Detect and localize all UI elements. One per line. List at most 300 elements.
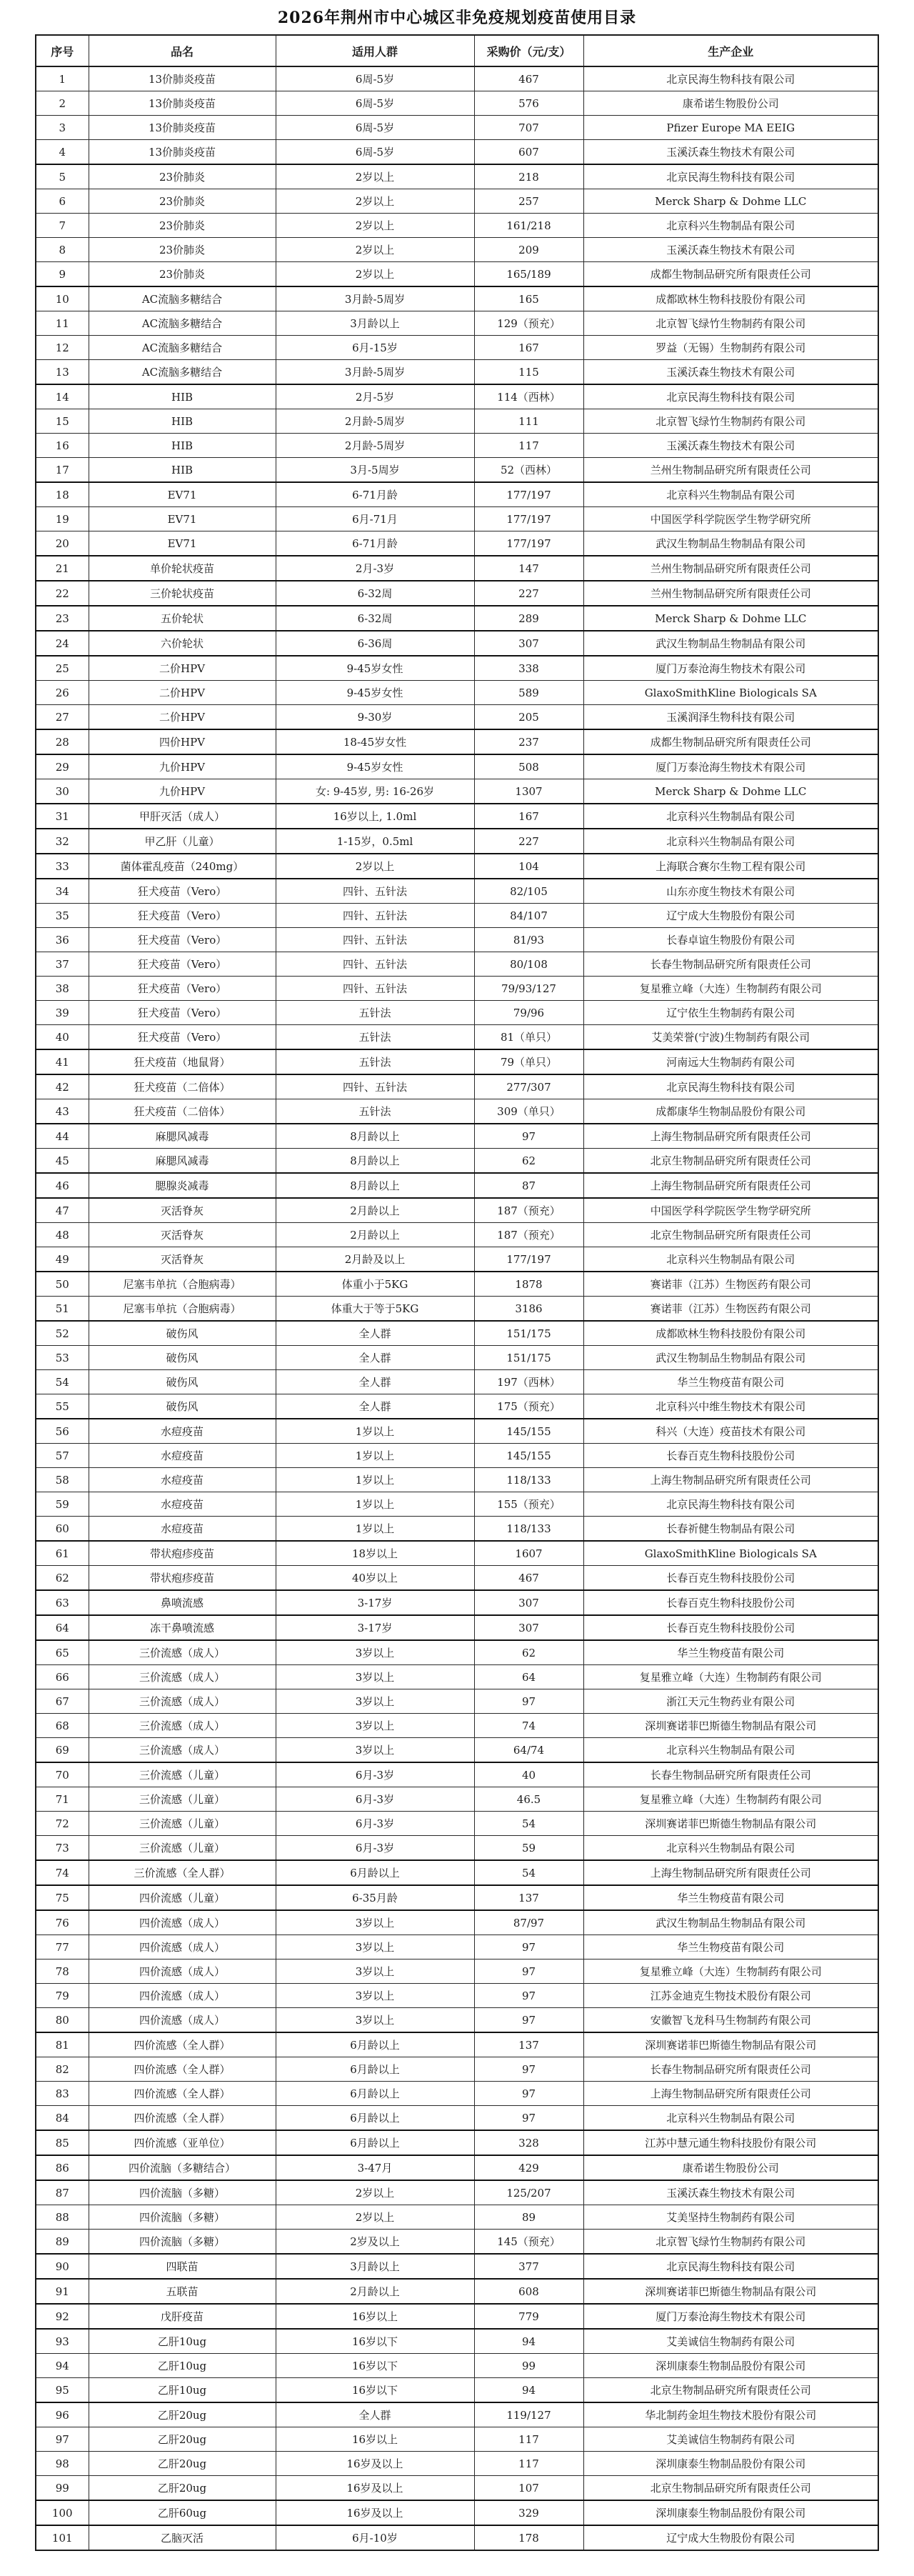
cell-population: 3岁以上 (276, 1910, 474, 1935)
table-row (36, 779, 878, 804)
cell-index: 75 (36, 1885, 89, 1910)
cell-manufacturer: 北京科兴生物制品有限公司 (583, 1247, 878, 1272)
cell-population: 2岁及以上 (276, 2230, 474, 2255)
cell-manufacturer: 浙江天元生物药业有限公司 (583, 1689, 878, 1714)
cell-population: 1岁以上 (276, 1444, 474, 1468)
cell-population: 体重大于等于5KG (276, 1297, 474, 1322)
cell-product-name: 冻干鼻喷流感 (89, 1615, 276, 1640)
cell-product-name: 腮腺炎减毒 (89, 1173, 276, 1198)
cell-product-name: 甲乙肝（儿童） (89, 829, 276, 854)
cell-index: 91 (36, 2279, 89, 2304)
cell-price: 151/175 (474, 1321, 583, 1346)
cell-price: 94 (474, 2378, 583, 2403)
cell-manufacturer: GlaxoSmithKline Biologicals SA (583, 1541, 878, 1566)
cell-product-name: 乙肝20ug (89, 2452, 276, 2476)
cell-index: 83 (36, 2082, 89, 2106)
cell-manufacturer: 康希诺生物股份公司 (583, 2155, 878, 2180)
cell-product-name: AC流脑多糖结合 (89, 360, 276, 385)
table-row (36, 729, 878, 754)
cell-manufacturer: 艾美诚信生物制药有限公司 (583, 2329, 878, 2354)
cell-product-name: 三价流感（儿童） (89, 1787, 276, 1812)
cell-product-name: EV71 (89, 507, 276, 531)
cell-product-name: 四价流感（成人） (89, 1960, 276, 1984)
table-row (36, 705, 878, 730)
table-row (36, 952, 878, 977)
cell-product-name: 三价流感（成人） (89, 1689, 276, 1714)
table-row (36, 116, 878, 140)
cell-product-name: 13价肺炎疫苗 (89, 140, 276, 165)
cell-manufacturer: 上海生物制品研究所有限责任公司 (583, 1860, 878, 1885)
cell-product-name: 四价流脑（多糖） (89, 2205, 276, 2230)
cell-product-name: 四价流感（成人） (89, 1984, 276, 2008)
cell-manufacturer: 上海生物制品研究所有限责任公司 (583, 1124, 878, 1149)
cell-product-name: 四价流感（全人群） (89, 2057, 276, 2082)
cell-price: 87 (474, 1173, 583, 1198)
cell-product-name: 破伤风 (89, 1346, 276, 1370)
cell-manufacturer: 中国医学科学院医学生物学研究所 (583, 1198, 878, 1223)
cell-index: 34 (36, 879, 89, 904)
cell-index: 90 (36, 2254, 89, 2279)
cell-population: 9-45岁女性 (276, 681, 474, 705)
cell-population: 9-45岁女性 (276, 656, 474, 681)
cell-price: 94 (474, 2329, 583, 2354)
cell-manufacturer: 江苏中慧元通生物科技股份有限公司 (583, 2130, 878, 2155)
cell-price: 107 (474, 2476, 583, 2501)
cell-price: 54 (474, 1812, 583, 1836)
cell-index: 71 (36, 1787, 89, 1812)
cell-population: 3月龄-5周岁 (276, 360, 474, 385)
cell-manufacturer: 厦门万泰沧海生物技术有限公司 (583, 2304, 878, 2329)
cell-index: 66 (36, 1665, 89, 1689)
cell-price: 205 (474, 705, 583, 730)
table-row (36, 1297, 878, 1322)
cell-index: 69 (36, 1738, 89, 1763)
cell-product-name: 六价轮状 (89, 631, 276, 656)
cell-price: 117 (474, 2452, 583, 2476)
cell-price: 137 (474, 1885, 583, 1910)
cell-product-name: 狂犬疫苗（二倍体） (89, 1099, 276, 1124)
cell-price: 79（单只） (474, 1049, 583, 1074)
cell-price: 329 (474, 2500, 583, 2525)
cell-manufacturer: 兰州生物制品研究所有限责任公司 (583, 458, 878, 483)
cell-product-name: 狂犬疫苗（Vero） (89, 1025, 276, 1050)
cell-population: 2月龄以上 (276, 1223, 474, 1247)
table-row (36, 311, 878, 336)
cell-population: 6月-71月 (276, 507, 474, 531)
cell-product-name: 狂犬疫苗（地鼠肾） (89, 1049, 276, 1074)
cell-price: 155（预充） (474, 1492, 583, 1517)
cell-price: 62 (474, 1149, 583, 1174)
cell-price: 197（西林） (474, 1370, 583, 1394)
cell-product-name: 五联苗 (89, 2279, 276, 2304)
cell-price: 289 (474, 606, 583, 631)
cell-index: 95 (36, 2378, 89, 2403)
cell-product-name: HIB (89, 409, 276, 434)
table-row (36, 2130, 878, 2155)
cell-index: 9 (36, 262, 89, 287)
cell-index: 26 (36, 681, 89, 705)
cell-population: 6月-15岁 (276, 336, 474, 360)
table-row (36, 1860, 878, 1885)
cell-population: 16岁以上 (276, 2304, 474, 2329)
cell-index: 31 (36, 804, 89, 829)
cell-index: 52 (36, 1321, 89, 1346)
cell-index: 45 (36, 1149, 89, 1174)
cell-product-name: 单价轮状疫苗 (89, 556, 276, 581)
cell-index: 25 (36, 656, 89, 681)
table-row (36, 214, 878, 238)
table-row (36, 1960, 878, 1984)
cell-population: 四针、五针法 (276, 904, 474, 928)
table-row (36, 140, 878, 165)
cell-population: 2岁以上 (276, 262, 474, 287)
table-row (36, 434, 878, 458)
table-row (36, 656, 878, 681)
cell-product-name: 四价HPV (89, 729, 276, 754)
table-row (36, 2057, 878, 2082)
cell-price: 3186 (474, 1297, 583, 1322)
cell-product-name: 麻腮风减毒 (89, 1124, 276, 1149)
cell-price: 147 (474, 556, 583, 581)
cell-manufacturer: 武汉生物制品生物制品有限公司 (583, 1346, 878, 1370)
cell-product-name: 狂犬疫苗（Vero） (89, 1001, 276, 1025)
cell-population: 3岁以上 (276, 1738, 474, 1763)
cell-product-name: 九价HPV (89, 779, 276, 804)
cell-product-name: 三价流感（儿童） (89, 1762, 276, 1787)
cell-index: 58 (36, 1468, 89, 1492)
cell-population: 6-71月龄 (276, 482, 474, 507)
cell-population: 16岁及以上 (276, 2476, 474, 2501)
cell-population: 1岁以上 (276, 1517, 474, 1542)
cell-population: 3月龄以上 (276, 311, 474, 336)
cell-price: 97 (474, 1960, 583, 1984)
cell-product-name: 菌体霍乱疫苗（240mg） (89, 854, 276, 879)
cell-price: 97 (474, 2008, 583, 2033)
cell-index: 93 (36, 2329, 89, 2354)
cell-product-name: 鼻喷流感 (89, 1590, 276, 1615)
table-row (36, 1492, 878, 1517)
table-row (36, 1541, 878, 1566)
cell-manufacturer: 北京生物制品研究所有限责任公司 (583, 2476, 878, 2501)
cell-population: 16岁以下 (276, 2378, 474, 2403)
cell-manufacturer: 长春百克生物科技股份公司 (583, 1566, 878, 1591)
cell-population: 3-17岁 (276, 1615, 474, 1640)
cell-index: 19 (36, 507, 89, 531)
page-title: 2026年荆州市中心城区非免疫规划疫苗使用目录 (277, 9, 637, 27)
cell-index: 79 (36, 1984, 89, 2008)
cell-population: 6月龄以上 (276, 2082, 474, 2106)
cell-index: 60 (36, 1517, 89, 1542)
cell-manufacturer: 辽宁成大生物股份有限公司 (583, 2525, 878, 2550)
table-row (36, 458, 878, 483)
cell-price: 87/97 (474, 1910, 583, 1935)
cell-population: 6-36周 (276, 631, 474, 656)
cell-manufacturer: 中国医学科学院医学生物学研究所 (583, 507, 878, 531)
cell-index: 43 (36, 1099, 89, 1124)
cell-manufacturer: 武汉生物制品生物制品有限公司 (583, 1910, 878, 1935)
cell-index: 32 (36, 829, 89, 854)
cell-index: 21 (36, 556, 89, 581)
cell-price: 118/133 (474, 1468, 583, 1492)
cell-population: 2岁以上 (276, 164, 474, 189)
cell-index: 101 (36, 2525, 89, 2550)
table-row (36, 2452, 878, 2476)
cell-index: 85 (36, 2130, 89, 2155)
cell-manufacturer: 厦门万泰沧海生物技术有限公司 (583, 656, 878, 681)
cell-manufacturer: 北京民海生物科技有限公司 (583, 384, 878, 409)
cell-population: 女: 9-45岁, 男: 16-26岁 (276, 779, 474, 804)
cell-index: 5 (36, 164, 89, 189)
cell-index: 16 (36, 434, 89, 458)
cell-product-name: 二价HPV (89, 681, 276, 705)
cell-manufacturer: 兰州生物制品研究所有限责任公司 (583, 556, 878, 581)
cell-manufacturer: 厦门万泰沧海生物技术有限公司 (583, 754, 878, 779)
table-row (36, 66, 878, 91)
header-cell-product-name: 品名 (89, 35, 276, 66)
cell-product-name: HIB (89, 458, 276, 483)
cell-manufacturer: 玉溪沃森生物技术有限公司 (583, 140, 878, 165)
table-row (36, 1762, 878, 1787)
table-row (36, 1714, 878, 1738)
cell-manufacturer: 玉溪沃森生物技术有限公司 (583, 2180, 878, 2205)
cell-product-name: AC流脑多糖结合 (89, 336, 276, 360)
table-row (36, 2106, 878, 2131)
cell-product-name: 乙肝20ug (89, 2427, 276, 2452)
cell-manufacturer: 北京民海生物科技有限公司 (583, 1492, 878, 1517)
table-row (36, 2205, 878, 2230)
cell-product-name: 23价肺炎 (89, 238, 276, 262)
table-row (36, 904, 878, 928)
cell-manufacturer: 华兰生物疫苗有限公司 (583, 1935, 878, 1960)
table-row (36, 1346, 878, 1370)
cell-product-name: HIB (89, 384, 276, 409)
cell-population: 2月龄及以上 (276, 1247, 474, 1272)
cell-index: 41 (36, 1049, 89, 1074)
table-row (36, 164, 878, 189)
table-row (36, 754, 878, 779)
cell-population: 2月龄-5周岁 (276, 409, 474, 434)
cell-index: 30 (36, 779, 89, 804)
cell-price: 46.5 (474, 1787, 583, 1812)
cell-index: 98 (36, 2452, 89, 2476)
cell-manufacturer: Merck Sharp & Dohme LLC (583, 189, 878, 214)
cell-product-name: 九价HPV (89, 754, 276, 779)
cell-index: 96 (36, 2402, 89, 2427)
cell-population: 体重小于5KG (276, 1272, 474, 1297)
cell-price: 145（预充） (474, 2230, 583, 2255)
cell-manufacturer: 辽宁依生生物制药有限公司 (583, 1001, 878, 1025)
cell-product-name: 四联苗 (89, 2254, 276, 2279)
cell-manufacturer: 复星雅立峰（大连）生物制药有限公司 (583, 1665, 878, 1689)
cell-product-name: 戊肝疫苗 (89, 2304, 276, 2329)
cell-product-name: 尼塞韦单抗（合胞病毒） (89, 1297, 276, 1322)
cell-population: 9-45岁女性 (276, 754, 474, 779)
table-row (36, 581, 878, 606)
cell-price: 145/155 (474, 1419, 583, 1444)
cell-price: 97 (474, 1935, 583, 1960)
cell-price: 74 (474, 1714, 583, 1738)
cell-index: 29 (36, 754, 89, 779)
cell-manufacturer: 北京科兴中维生物技术有限公司 (583, 1394, 878, 1419)
cell-price: 307 (474, 1615, 583, 1640)
cell-price: 54 (474, 1860, 583, 1885)
cell-price: 125/207 (474, 2180, 583, 2205)
table-row (36, 1394, 878, 1419)
cell-population: 16岁以上, 1.0ml (276, 804, 474, 829)
table-row (36, 879, 878, 904)
cell-manufacturer: 科兴（大连）疫苗技术有限公司 (583, 1419, 878, 1444)
cell-index: 44 (36, 1124, 89, 1149)
cell-manufacturer: 北京民海生物科技有限公司 (583, 2254, 878, 2279)
table-row (36, 1590, 878, 1615)
cell-price: 111 (474, 409, 583, 434)
cell-price: 328 (474, 2130, 583, 2155)
cell-product-name: AC流脑多糖结合 (89, 286, 276, 311)
table-row (36, 2230, 878, 2255)
cell-product-name: 四价流感（成人） (89, 2008, 276, 2033)
cell-population: 6-71月龄 (276, 531, 474, 556)
cell-price: 1878 (474, 1272, 583, 1297)
table-row (36, 238, 878, 262)
cell-manufacturer: 北京智飞绿竹生物制药有限公司 (583, 2230, 878, 2255)
table-row (36, 1321, 878, 1346)
cell-product-name: 狂犬疫苗（Vero） (89, 879, 276, 904)
vaccine-table-body (36, 66, 878, 2550)
cell-product-name: 三价流感（全人群） (89, 1860, 276, 1885)
cell-population: 6周-5岁 (276, 116, 474, 140)
header-cell-price: 采购价（元/支） (474, 35, 583, 66)
cell-index: 68 (36, 1714, 89, 1738)
cell-index: 54 (36, 1370, 89, 1394)
header-cell-population: 适用人群 (276, 35, 474, 66)
cell-price: 707 (474, 116, 583, 140)
cell-population: 全人群 (276, 2402, 474, 2427)
cell-product-name: 13价肺炎疫苗 (89, 91, 276, 116)
cell-price: 89 (474, 2205, 583, 2230)
table-row (36, 360, 878, 385)
cell-population: 四针、五针法 (276, 952, 474, 977)
cell-product-name: 四价流脑（多糖） (89, 2230, 276, 2255)
cell-index: 80 (36, 2008, 89, 2033)
cell-price: 64 (474, 1665, 583, 1689)
cell-population: 6周-5岁 (276, 66, 474, 91)
cell-population: 6周-5岁 (276, 140, 474, 165)
cell-index: 36 (36, 928, 89, 952)
cell-index: 56 (36, 1419, 89, 1444)
cell-population: 3月-5周岁 (276, 458, 474, 483)
cell-index: 63 (36, 1590, 89, 1615)
cell-price: 52（西林） (474, 458, 583, 483)
cell-population: 四针、五针法 (276, 879, 474, 904)
cell-product-name: EV71 (89, 531, 276, 556)
table-row (36, 1787, 878, 1812)
cell-manufacturer: 康希诺生物股份公司 (583, 91, 878, 116)
cell-price: 377 (474, 2254, 583, 2279)
cell-product-name: 带状疱疹疫苗 (89, 1541, 276, 1566)
cell-price: 118/133 (474, 1517, 583, 1542)
cell-manufacturer: 成都康华生物制品股份有限公司 (583, 1099, 878, 1124)
cell-price: 307 (474, 631, 583, 656)
table-row (36, 1272, 878, 1297)
cell-product-name: 乙肝60ug (89, 2500, 276, 2525)
cell-population: 五针法 (276, 1025, 474, 1050)
cell-product-name: AC流脑多糖结合 (89, 311, 276, 336)
cell-index: 100 (36, 2500, 89, 2525)
cell-population: 6月龄以上 (276, 2130, 474, 2155)
cell-index: 37 (36, 952, 89, 977)
table-row (36, 1124, 878, 1149)
cell-manufacturer: 北京生物制品研究所有限责任公司 (583, 2378, 878, 2403)
cell-manufacturer: 长春生物制品研究所有限责任公司 (583, 1762, 878, 1787)
cell-price: 117 (474, 2427, 583, 2452)
cell-index: 4 (36, 140, 89, 165)
cell-product-name: 三价流感（成人） (89, 1665, 276, 1689)
table-row (36, 91, 878, 116)
cell-index: 6 (36, 189, 89, 214)
table-row (36, 681, 878, 705)
cell-manufacturer: 罗益（无锡）生物制药有限公司 (583, 336, 878, 360)
cell-price: 467 (474, 66, 583, 91)
table-row (36, 1885, 878, 1910)
cell-index: 99 (36, 2476, 89, 2501)
cell-population: 2岁以上 (276, 238, 474, 262)
cell-product-name: 狂犬疫苗（二倍体） (89, 1074, 276, 1099)
cell-population: 四针、五针法 (276, 977, 474, 1001)
cell-index: 70 (36, 1762, 89, 1787)
cell-product-name: 四价流感（儿童） (89, 1885, 276, 1910)
cell-manufacturer: 北京生物制品研究所有限责任公司 (583, 1223, 878, 1247)
cell-index: 39 (36, 1001, 89, 1025)
cell-price: 227 (474, 581, 583, 606)
cell-population: 16岁以下 (276, 2329, 474, 2354)
cell-manufacturer: 河南远大生物制药有限公司 (583, 1049, 878, 1074)
cell-manufacturer: 上海联合赛尔生物工程有限公司 (583, 854, 878, 879)
cell-population: 2岁以上 (276, 214, 474, 238)
table-row (36, 1074, 878, 1099)
cell-price: 508 (474, 754, 583, 779)
cell-population: 全人群 (276, 1394, 474, 1419)
table-row (36, 1099, 878, 1124)
cell-manufacturer: Merck Sharp & Dohme LLC (583, 606, 878, 631)
table-row (36, 606, 878, 631)
cell-population: 6月-3岁 (276, 1787, 474, 1812)
table-row (36, 1615, 878, 1640)
cell-index: 72 (36, 1812, 89, 1836)
cell-manufacturer: 北京生物制品研究所有限责任公司 (583, 1149, 878, 1174)
cell-index: 67 (36, 1689, 89, 1714)
table-row (36, 1149, 878, 1174)
cell-product-name: 尼塞韦单抗（合胞病毒） (89, 1272, 276, 1297)
cell-index: 62 (36, 1566, 89, 1591)
table-row (36, 1247, 878, 1272)
cell-index: 94 (36, 2354, 89, 2378)
cell-index: 73 (36, 1836, 89, 1861)
cell-product-name: 灭活脊灰 (89, 1198, 276, 1223)
table-row (36, 631, 878, 656)
cell-product-name: 乙肝10ug (89, 2354, 276, 2378)
cell-product-name: 乙脑灭活 (89, 2525, 276, 2550)
table-row (36, 189, 878, 214)
cell-price: 177/197 (474, 1247, 583, 1272)
cell-index: 86 (36, 2155, 89, 2180)
cell-product-name: 23价肺炎 (89, 189, 276, 214)
cell-index: 27 (36, 705, 89, 730)
cell-population: 6月龄以上 (276, 1860, 474, 1885)
cell-manufacturer: 复星雅立峰（大连）生物制药有限公司 (583, 1960, 878, 1984)
cell-population: 1岁以上 (276, 1492, 474, 1517)
cell-manufacturer: 辽宁成大生物股份有限公司 (583, 904, 878, 928)
cell-index: 42 (36, 1074, 89, 1099)
